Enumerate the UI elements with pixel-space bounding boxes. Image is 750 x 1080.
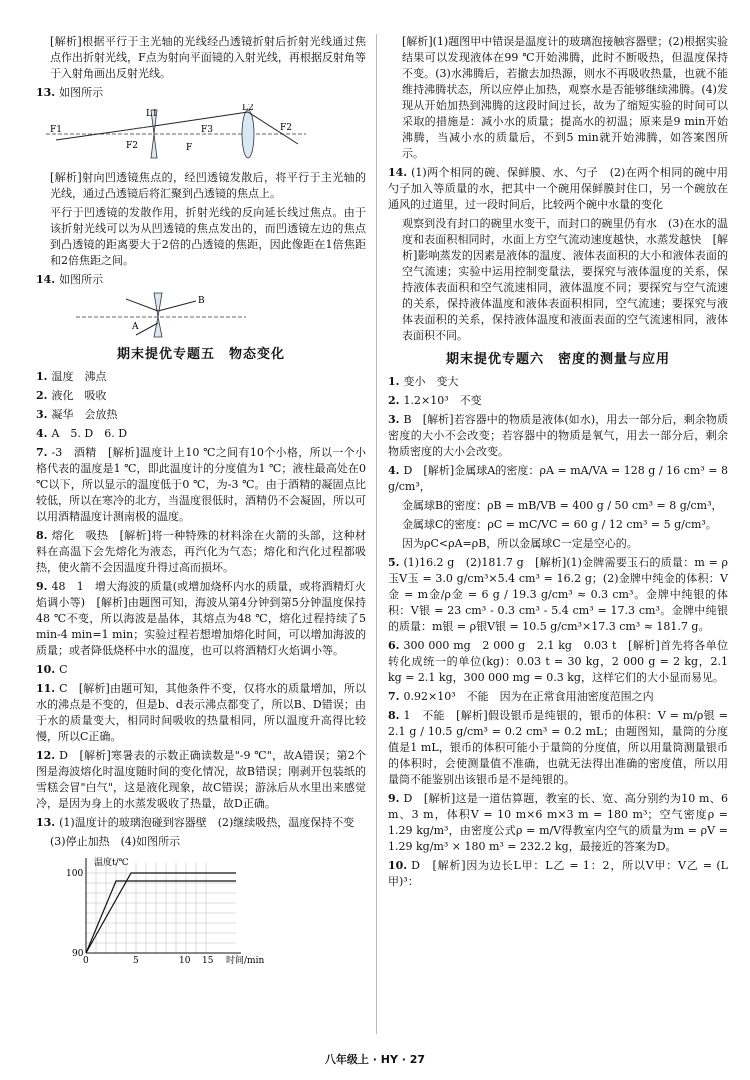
answer-item: 10. D [解析]因为边长L甲：L乙 = 1：2，所以V甲：V乙 = (L甲)³： <box>388 859 728 888</box>
y-axis-label: 温度t/℃ <box>94 858 129 868</box>
item-number: 14. <box>388 166 408 179</box>
item-number: 13. <box>36 86 56 99</box>
item-text: (1)两个相同的碗、保鲜膜、水、勺子 (2)在两个相同的碗中用勺子加入等质量的水，把其中一个碗用保鲜膜封住口，另一个碗放在通风的过道里，过一段时间后，比较两个碗中水量的变化 <box>388 166 728 211</box>
answer-item: 2. 1.2×10³ 不变 <box>388 394 482 407</box>
section-title-6: 期末提优专题六 密度的测量与应用 <box>445 352 670 367</box>
page-footer: 八年级上 · HY · 27 <box>324 1053 426 1066</box>
answer-item: 4. D [解析]金属球A的密度：ρA = mA/VA = 128 g / 16 cm³ = 8 g/cm³， <box>388 464 728 493</box>
item-text: 如图所示 <box>59 86 104 99</box>
label-b: B <box>198 296 205 306</box>
item-14 <box>36 272 366 288</box>
x-tick: 15 <box>202 956 214 965</box>
item-14-right <box>388 165 728 213</box>
answer-item: 7. 0.92×10³ 不能 因为在正常食用油密度范围之内 <box>388 690 654 703</box>
label-f2b: F2 <box>280 123 292 133</box>
item-13-analysis-b: 平行于凹透镜的发散作用，折射光线的反向延长线过焦点。由于该折射光线可以为从凹透镜的焦点发出的，而凹透镜左边的焦点到凸透镜的距离要大于2倍的凸透镜的焦距，因此像距在1倍焦距和2倍焦距之间。 <box>50 206 366 267</box>
item-4-b: 金属球B的密度：ρB = mB/VB = 400 g / 50 cm³ = 8 g/cm³， <box>402 499 723 512</box>
y-tick: 100 <box>66 869 84 879</box>
answer-item: 10. C <box>36 663 68 676</box>
item-12-analysis: [解析]根据平行于主光轴的光线经凸透镜折射后折射光线通过焦点作出折射光线，F点为射向平面镜的入射光线，再根据反射角等于入射角画出反射光线。 <box>50 35 366 80</box>
answer-item: 2. 液化 吸收 <box>36 389 107 402</box>
left-column <box>36 34 366 969</box>
concave-lens <box>154 293 162 337</box>
answer-item: 5. (1)16.2 g (2)181.7 g [解析](1)金牌需要玉石的质量：m = ρ玉V玉 = 3.0 g/cm³×5.4 cm³ = 16.2 g；(2)金牌中纯金的体积：V金 = m金/ρ金 = 6 g / 19.3 g/cm³ ≈ 0.3 cm³。金牌中纯银的体积：V银 = 23 cm³ - 0.3 cm³ - 5.4 cm³ = 17.3 cm³。金牌中纯银的质量：m银 = ρ银V银 = 10.5 g/cm³×17.3 cm³ ≈ 181.7 g。 <box>388 556 728 633</box>
answer-item: 13. (1)温度计的玻璃泡碰到容器壁 (2)继续吸热，温度保持不变 <box>36 816 355 829</box>
answer-item: 1. 变小 变大 <box>388 375 459 388</box>
item-13 <box>36 85 366 101</box>
x-tick: 5 <box>133 956 139 965</box>
answer-item: 7. -3 酒精 [解析]温度计上10 ℃之间有10个小格，所以一个小格代表的温度是1 ℃，即此温度计的分度值为1 ℃；液柱最高处在0 ℃以下，所以显示的温度低于0 ℃，为-3 ℃。由于酒精的凝固点比较低，所以在寒冷的北方，当温度很低时，酒精仍不会凝固，所以可以用酒精温度计测南极的温度。 <box>36 446 366 523</box>
answer-item: 11. C [解析]由题可知，其他条件不变，仅将水的质量增加，所以水的沸点是不变的，但是b、d表示沸点都变了，所以B、D错误；由于水的质量变大，相同时间吸收的热量相同，所以温度升高得比较慢，所以C正确。 <box>36 682 366 743</box>
label-f2: F2 <box>126 141 138 151</box>
x-axis-label: 时间/min <box>226 956 265 965</box>
label-f3: F3 <box>201 125 213 135</box>
label-a: A <box>132 322 139 332</box>
answer-item: 8. 1 不能 [解析]假设银币是纯银的，银币的体积：V = m/ρ银 = 2.1 g / 10.5 g/cm³ = 0.2 cm³ = 0.2 mL；由题图知，量筒的分度值是1 mL，银币的体积可能小于量筒的分度值，所以用量筒测量银币的体积时，会使测量值不准确，也就无法得出准确的密度值，所以用量筒不能鉴别出该银币是不是纯银的。 <box>388 709 728 786</box>
item-13-cont: (3)停止加热 (4)如图所示 <box>50 835 181 848</box>
series-reduced-water <box>86 881 236 953</box>
item-4-c: 金属球C的密度：ρC = mC/VC = 60 g / 12 cm³ = 5 g/cm³。 <box>402 518 717 531</box>
item-13-analysis-right: [解析](1)题图甲中错误是温度计的玻璃泡接触容器壁；(2)根据实验结果可以发现液体在99 ℃开始沸腾，此时不断吸热，但温度保持不变。(3)水沸腾后，若撤去加热源，则水不再吸收热量，也就不能维持沸腾状态，所以应停止加热，观察水是否能够继续沸腾。(4)发现从开始加热到沸腾的这段时间过长，故为了缩短实验的时间可以采取的措施是：减小水的质量；提高水的初温；原来是9 min开始沸腾，当减小水的质量后，不到5 min就开始沸腾，如答案图所示。 <box>402 35 728 160</box>
y-tick: 90 <box>72 949 84 959</box>
lens-ray-diagram-14 <box>36 291 256 339</box>
answer-item: 9. D [解析]这是一道估算题，教室的长、宽、高分别约为10 m、6 m、3 m，体积V = 10 m×6 m×3 m = 180 m³；空气密度ρ = 1.29 kg/m³，由密度公式ρ = m/V得教室内空气的质量为m = ρV = 1.29 kg/m³ × 180 m³ = 232.2 kg，最接近的答案为D。 <box>388 792 728 853</box>
right-column <box>388 34 728 893</box>
answer-item: 9. 48 1 增大海波的质量(或增加烧杯内水的质量，或将酒精灯火焰调小等) [解析]由题图可知，海波从第4分钟到第5分钟温度保持48 ℃不变，所以海波是晶体，其熔点为48 ℃，熔化过程持续了5 min-4 min=1 min；实验过程若想增加熔化时间，可以增加海波的质量；或者降低烧杯中水的温度，也可以将酒精灯火焰调小等。 <box>36 580 366 657</box>
item-14-right-b: 观察到没有封口的碗里水变干，而封口的碗里仍有水 (3)在水的温度和表面积相同时，水面上方空气流动速度越快，水蒸发越快 [解析]影响蒸发的因素是液体的温度、液体表面积的大小和液体表面的空气流速；实验中运用控制变量法，要探究与液体温度的关系，保持液体表面积和空气流速相同，液体温度不同；要探究与空气流速的关系，保持液体温度和液体表面积相同，空气流速；要探究与液体表面积的关系，保持液体温度和液面表面的空气流速相同，液体表面积不同。 <box>402 217 728 342</box>
section-5-items <box>36 369 366 831</box>
answer-item: 3. 凝华 会放热 <box>36 408 118 421</box>
column-divider <box>376 34 377 1034</box>
x-tick: 0 <box>83 956 89 965</box>
answer-item: 3. B [解析]若容器中的物质是液体(如水)，用去一部分后，剩余物质密度的大小不会改变；若容器中的物质是氧气，用去一部分后，剩余物质密度的大小会改变。 <box>388 413 728 458</box>
label-l2: L2 <box>242 104 254 113</box>
temperature-time-graph <box>36 853 276 965</box>
answer-item: 12. D [解析]寒暑表的示数正确读数是"-9 ℃"，故A错误；第2个图是海波熔化时温度随时间的变化情况，故B错误；刚剥开包装纸的雪糕会冒"白气"，这是液化现象，故C错误；游泳后从水里出来感觉冷，是因为身上的水蒸发吸收了热量，故D正确。 <box>36 749 366 810</box>
label-f1: F1 <box>50 125 62 135</box>
item-text: 如图所示 <box>59 273 104 286</box>
label-l1: L1 <box>146 109 158 119</box>
item-number: 14. <box>36 273 56 286</box>
answer-item: 8. 熔化 吸热 [解析]将一种特殊的材料涂在火箭的头部，这种材料在高温下会先熔化为液态，再汽化为气态；熔化和汽化过程都吸热，使火箭不会因温度升得过高而损坏。 <box>36 529 366 574</box>
convex-lens-l2 <box>242 110 254 158</box>
answer-item: 6. 300 000 mg 2 000 g 2.1 kg 0.03 t [解析]首先将各单位转化成统一的单位(kg)：0.03 t = 30 kg，2 000 g = 2 kg，2.1 kg = 2.1 kg，300 000 mg = 0.3 kg，这样它们的大小显而易见。 <box>388 639 728 684</box>
label-f: F <box>186 143 193 153</box>
x-tick: 10 <box>179 956 191 965</box>
section-title-5: 期末提优专题五 物态变化 <box>116 347 285 362</box>
answer-item: 1. 温度 沸点 <box>36 370 107 383</box>
item-4-d: 因为ρC<ρA=ρB，所以金属球C一定是空心的。 <box>402 537 638 550</box>
answer-item: 4. A 5. D 6. D <box>36 427 128 440</box>
lens-ray-diagram-13 <box>36 104 316 166</box>
item-13-analysis-a: [解析]射向凹透镜焦点的，经凹透镜发散后，将平行于主光轴的光线，通过凸透镜后将汇聚到凸透镜的焦点上。 <box>50 171 366 200</box>
